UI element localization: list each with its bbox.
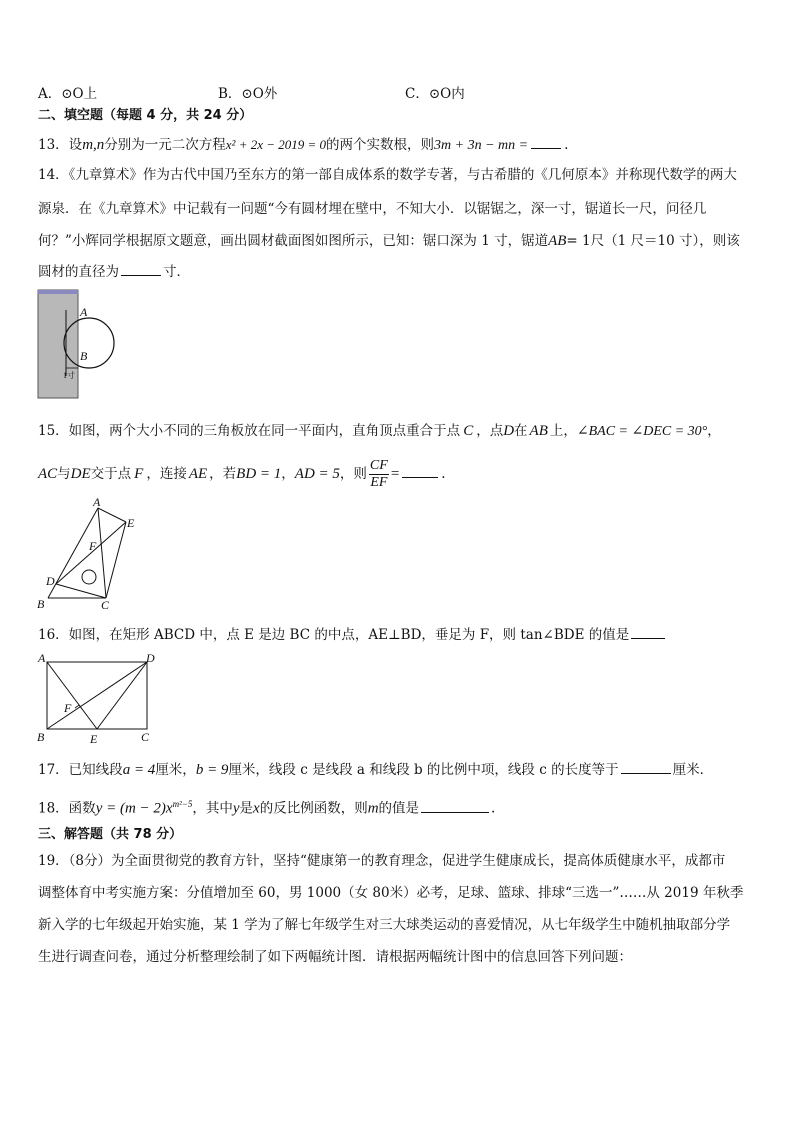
q16-text: 16．如图，在矩形 ABCD 中，点 E 是边 BC 的中点，AE⊥BD，垂足为 F，则 tan∠BDE 的值是 — [38, 627, 630, 643]
option-c: C．⊙O内 — [405, 86, 465, 102]
question-18 — [38, 795, 495, 818]
q15-text: 上， — [549, 423, 577, 439]
q15-math: BD = 1 — [236, 466, 282, 482]
wall-shading — [38, 290, 78, 398]
fraction-numerator: CF — [369, 458, 388, 473]
q15-math: D — [503, 423, 515, 439]
fraction-denominator: EF — [370, 475, 388, 490]
q15-figure — [34, 496, 144, 614]
q18-text: 是 — [239, 800, 254, 817]
q17-text: 厘米，线段 c 是线段 a 和线段 b 的比例中项，线段 c 的长度等于 — [228, 762, 619, 778]
label-d: D — [146, 651, 155, 665]
q15-text: 交于点 — [90, 466, 132, 482]
q17-math: b = 9 — [195, 762, 229, 778]
q18-text: 18．函数 — [38, 800, 96, 817]
question-14-line-4 — [38, 261, 190, 281]
q18-math: m — [367, 800, 379, 817]
q15-math: AC — [38, 466, 58, 482]
segment-ac — [98, 508, 106, 598]
q15-math: F — [134, 466, 144, 482]
section-2-title: 二、填空题（每题 4 分，共 24 分） — [38, 108, 253, 123]
wall-top-edge — [38, 290, 78, 294]
question-17 — [38, 759, 713, 779]
fraction-cf-ef — [369, 458, 389, 491]
q15-math: AB — [529, 423, 548, 439]
q13-text: 的两个实数根，则 — [326, 137, 435, 153]
label-e: E — [90, 732, 98, 746]
q17-text: 厘米， — [155, 762, 196, 778]
label-a: A — [80, 305, 88, 319]
q15-text: 与 — [57, 466, 71, 482]
q15-text: ， — [707, 423, 721, 439]
segment-ae — [98, 508, 126, 522]
q15-angle: ∠BAC = ∠DEC = 30° — [576, 424, 708, 439]
label-b: B — [37, 730, 45, 744]
q18-text: 的值是 — [378, 800, 420, 817]
q15-math: DE — [70, 466, 91, 482]
label-depth: 1寸 — [63, 371, 75, 380]
answer-blank[interactable] — [531, 134, 561, 149]
label-e: E — [127, 516, 135, 530]
answer-blank[interactable] — [402, 463, 438, 478]
segment-bd — [47, 662, 147, 729]
q18-math: x — [253, 800, 260, 817]
question-19-line-1: 19．（8分）为全面贯彻党的教育方针，坚持“健康第一的教育理念，促进学生健康成长，提高体质健康水平，成都市 — [38, 853, 726, 869]
answer-blank[interactable] — [631, 624, 665, 639]
label-a: A — [38, 651, 46, 665]
label-d: D — [46, 574, 55, 588]
label-b: B — [80, 349, 88, 363]
q15-math: AD = 5 — [294, 466, 340, 482]
triangle-hole — [82, 570, 96, 584]
answer-blank[interactable] — [121, 261, 161, 276]
q14-text: 何？”小辉同学根据原文题意，画出圆材截面图如图所示，已知：锯口深为 1 寸，锯道 — [38, 233, 549, 249]
label-a: A — [93, 496, 101, 509]
label-b: B — [37, 597, 45, 611]
question-15-line-1 — [38, 422, 721, 441]
q18-text: 的反比例函数，则 — [259, 800, 368, 817]
q14-text: = 1尺（1 尺＝10 寸），则该 — [566, 233, 740, 249]
q18-function: y = (m − 2)x — [95, 800, 173, 817]
q13-equation: x² + 2x − 2019 = 0 — [225, 137, 327, 152]
question-19-line-3: 新入学的七年级起开始实施，某 1 学为了解七年级学生对三大球类运动的喜爱情况，从七年级学生中随机抽取部分学 — [38, 917, 731, 933]
question-19-line-2: 调整体育中考实施方案：分值增加至 60，男 1000（女 80米）必考，足球、篮球、排球“三选一”……从 2019 年秋季 — [38, 885, 744, 901]
q14-text: 圆材的直径为 — [38, 264, 119, 280]
q18-math: y — [232, 800, 240, 817]
q15-math: C — [463, 423, 474, 439]
q15-math: AE — [188, 466, 208, 482]
q15-text: 在 — [514, 423, 528, 439]
q15-math: = — [390, 466, 400, 482]
q18-text: ，其中 — [192, 800, 233, 817]
q15-text: ， — [281, 466, 295, 482]
section-3-title: 三、解答题（共 78 分） — [38, 827, 183, 842]
answer-blank[interactable] — [421, 798, 489, 813]
question-14-line-2: 源泉．在《九章算术》中记载有一问题“今有圆材埋在壁中，不知大小．以锯锯之，深一寸，锯道长一尺，问径几 — [38, 201, 707, 217]
option-a: A．⊙O上 — [38, 86, 98, 102]
q16-figure — [34, 650, 164, 746]
q17-text: 厘米． — [672, 762, 714, 778]
question-14-line-1: 14．《九章算术》作为古代中国乃至东方的第一部自成体系的数学专著，与古希腊的《几何原本》并称现代数学的两大 — [38, 167, 737, 183]
segment-dc — [56, 584, 106, 598]
option-b: B．⊙O外 — [218, 86, 278, 102]
q13-vars: m,n — [82, 137, 105, 153]
segment-ae — [47, 662, 97, 729]
q13-text: 分别为一元二次方程 — [104, 137, 226, 153]
q14-math: AB — [548, 233, 567, 249]
label-c: C — [101, 598, 110, 612]
q18-text: . — [491, 800, 496, 817]
q13-text: 13．设 — [38, 137, 83, 153]
q13-expression: 3m + 3n − mn = — [434, 138, 529, 153]
question-14-line-3 — [38, 232, 740, 250]
q13-text: . — [564, 137, 569, 153]
question-15-line-2 — [38, 458, 446, 491]
q18-exponent: m²−5 — [172, 799, 193, 809]
segment-ec — [106, 522, 126, 598]
label-f: F — [64, 701, 72, 715]
segment-de — [97, 662, 147, 729]
q17-math: a = 4 — [122, 762, 156, 778]
q15-text: ，则 — [339, 466, 367, 482]
q17-text: 17．已知线段 — [38, 762, 123, 778]
question-16 — [38, 624, 665, 644]
label-c: C — [141, 730, 150, 744]
q15-text: . — [441, 466, 446, 482]
q14-figure — [36, 288, 126, 402]
question-13 — [38, 134, 568, 155]
segment-de — [56, 522, 126, 584]
q15-text: ，点 — [476, 423, 504, 439]
q15-text: ，连接 — [146, 466, 187, 482]
q15-text: ，若 — [209, 466, 237, 482]
label-f: F — [89, 539, 97, 553]
answer-blank[interactable] — [621, 759, 671, 774]
q15-text: 15．如图，两个大小不同的三角板放在同一平面内，直角顶点重合于点 — [38, 423, 461, 439]
question-19-line-4: 生进行调查问卷，通过分析整理绘制了如下两幅统计图．请根据两幅统计图中的信息回答下列问题： — [38, 949, 632, 965]
q14-text: 寸． — [163, 264, 190, 280]
